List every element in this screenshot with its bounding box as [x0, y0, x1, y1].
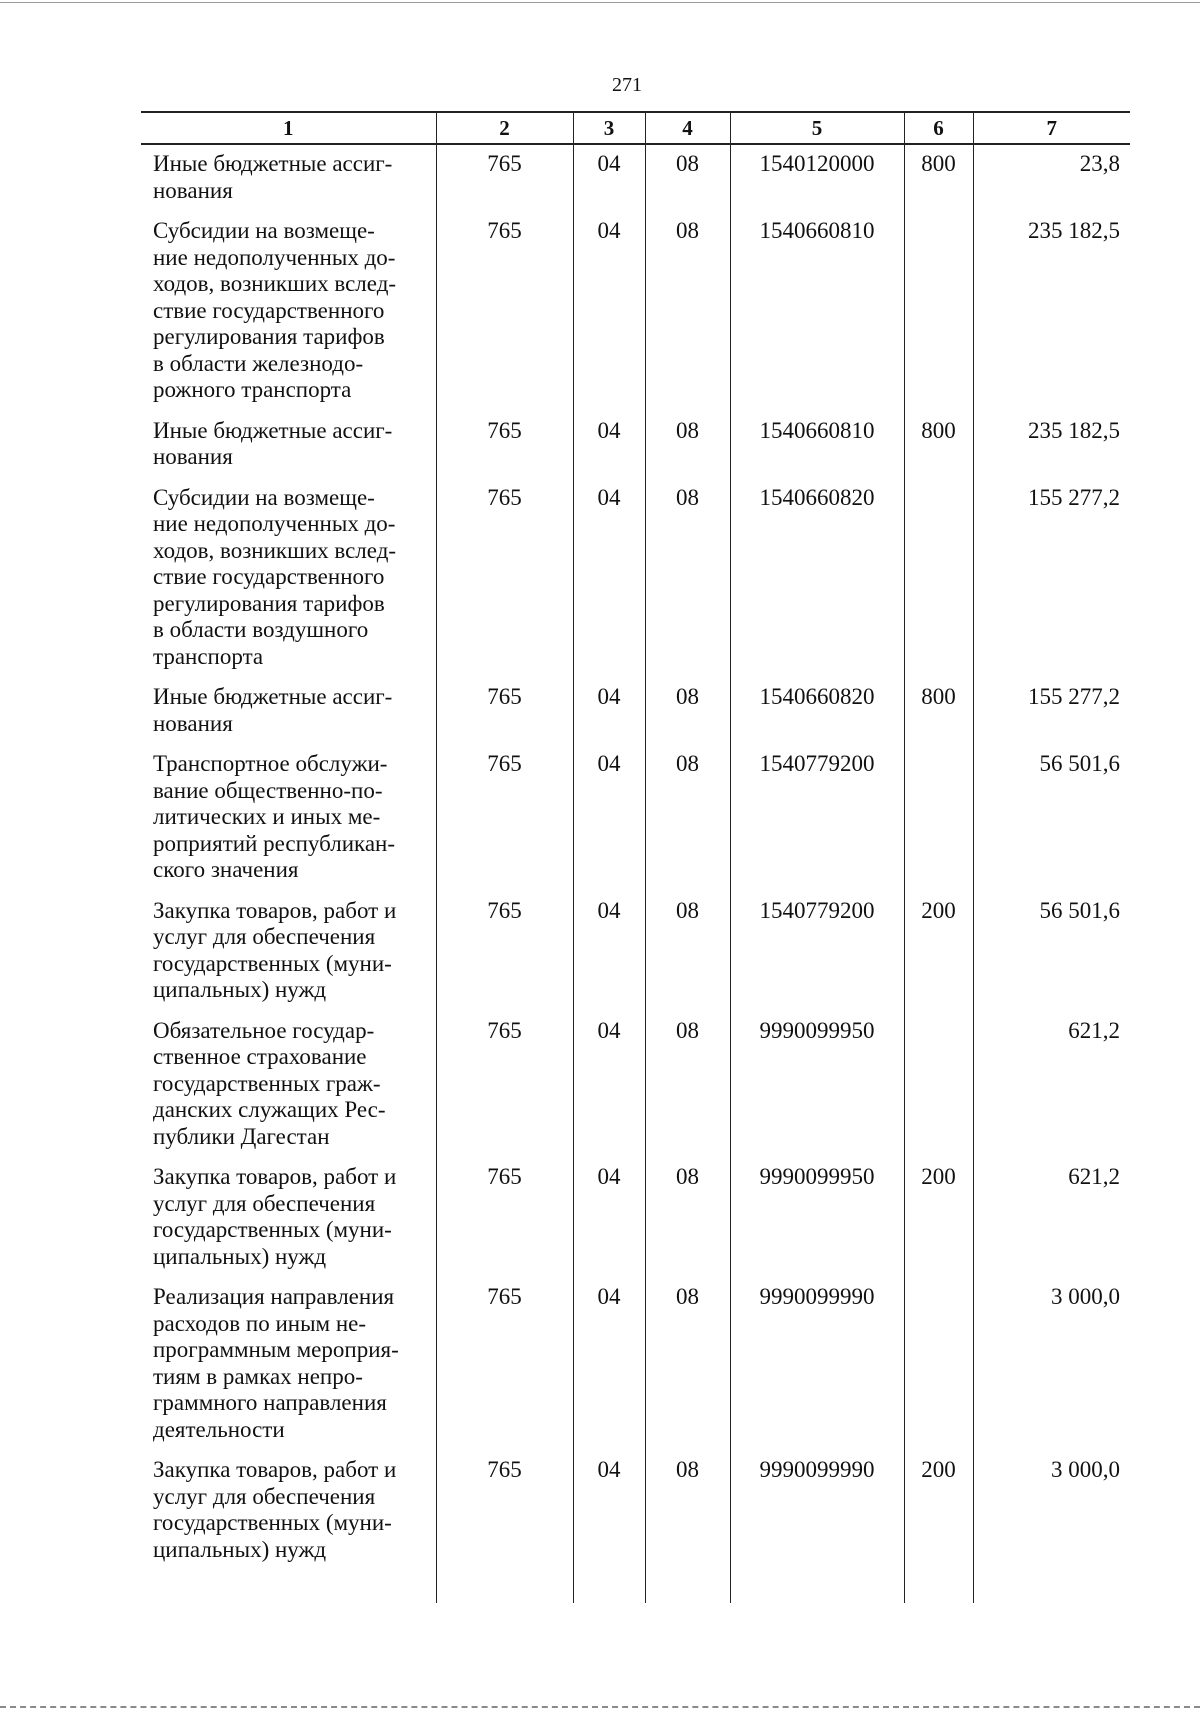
row-description: [141, 892, 436, 1012]
description-line: услуг для обеспечения: [153, 1190, 376, 1216]
description-line: тиям в рамках непро-: [153, 1363, 363, 1389]
description-line: Иные бюджетные ассиг-: [153, 684, 393, 709]
description-line: Реализация направления: [153, 1284, 395, 1309]
description-line: расходов по иным не-: [153, 1310, 366, 1336]
section-cell: 04: [573, 745, 645, 892]
amount-cell: 235 182,5: [973, 412, 1130, 479]
table-row: [141, 1451, 1130, 1603]
target-article-cell: 1540660810: [730, 412, 904, 479]
row-description: [141, 745, 436, 892]
description-line: ципальных) нужд: [153, 1536, 327, 1562]
table-row: [141, 412, 1130, 479]
amount-cell: 621,2: [973, 1012, 1130, 1159]
subsection-cell: 08: [645, 1451, 730, 1603]
header-col-1: 1: [141, 112, 436, 144]
description-line: ходов, возникших вслед-: [153, 271, 397, 296]
ministry-code-cell: 765: [436, 745, 573, 892]
target-article-cell: 1540120000: [730, 144, 904, 212]
description-line: услуг для обеспечения: [153, 924, 376, 949]
expense-type-cell: [904, 479, 973, 679]
ministry-code-cell: 765: [436, 678, 573, 745]
ministry-code-cell: 765: [436, 1278, 573, 1451]
amount-cell: 621,2: [973, 1158, 1130, 1278]
table-row: [141, 144, 1130, 212]
table-row: [141, 892, 1130, 1012]
row-description: [141, 1451, 436, 1603]
section-cell: 04: [573, 678, 645, 745]
row-description: [141, 1012, 436, 1159]
section-cell: 04: [573, 1451, 645, 1603]
page-bottom-edge: [0, 1706, 1200, 1708]
description-line: Закупка товаров, работ и: [153, 1164, 397, 1189]
header-col-4: 4: [645, 112, 730, 144]
row-description: [141, 144, 436, 212]
row-description: [141, 412, 436, 479]
description-line: транспорта: [153, 643, 264, 669]
description-line: Субсидии на возмеще-: [153, 218, 375, 243]
header-col-3: 3: [573, 112, 645, 144]
subsection-cell: 08: [645, 144, 730, 212]
description-line: в области железнодо-: [153, 350, 364, 376]
description-line: Обязательное государ-: [153, 1017, 375, 1043]
header-col-5: 5: [730, 112, 904, 144]
description-line: Закупка товаров, работ и: [153, 897, 397, 923]
amount-cell: 155 277,2: [973, 479, 1130, 679]
table-header: [141, 112, 1130, 144]
section-cell: 04: [573, 892, 645, 1012]
description-line: услуг для обеспечения: [153, 1483, 376, 1509]
description-line: в области воздушного: [153, 617, 369, 642]
section-cell: 04: [573, 412, 645, 479]
description-line: Иные бюджетные ассиг-: [153, 417, 393, 443]
expense-type-cell: 200: [904, 892, 973, 1012]
description-line: Иные бюджетные ассиг-: [153, 151, 393, 176]
row-description: [141, 1158, 436, 1278]
table-row: [141, 479, 1130, 679]
section-cell: 04: [573, 212, 645, 412]
amount-cell: 235 182,5: [973, 212, 1130, 412]
description-line: граммного направления: [153, 1390, 387, 1415]
description-line: деятельности: [153, 1416, 285, 1442]
expense-type-cell: 800: [904, 412, 973, 479]
description-line: Закупка товаров, работ и: [153, 1457, 397, 1482]
header-col-6: 6: [904, 112, 973, 144]
description-line: нования: [153, 177, 233, 203]
description-line: публики Дагестан: [153, 1123, 330, 1149]
section-cell: 04: [573, 1012, 645, 1159]
description-line: нования: [153, 444, 233, 469]
row-description: [141, 678, 436, 745]
description-line: программным мероприя-: [153, 1337, 399, 1362]
amount-cell: 155 277,2: [973, 678, 1130, 745]
description-line: ципальных) нужд: [153, 1243, 327, 1269]
description-line: данских служащих Рес-: [153, 1097, 386, 1122]
ministry-code-cell: 765: [436, 212, 573, 412]
description-line: государственных (муни-: [153, 950, 392, 976]
expense-type-cell: 800: [904, 144, 973, 212]
subsection-cell: 08: [645, 212, 730, 412]
table-header-row: [141, 112, 1130, 144]
description-line: регулирования тарифов: [153, 590, 385, 616]
description-line: государственных (муни-: [153, 1510, 392, 1535]
description-line: ствие государственного: [153, 564, 385, 589]
target-article-cell: 9990099990: [730, 1278, 904, 1451]
description-line: Транспортное обслужи-: [153, 751, 388, 776]
subsection-cell: 08: [645, 1158, 730, 1278]
description-line: ходов, возникших вслед-: [153, 537, 397, 563]
subsection-cell: 08: [645, 892, 730, 1012]
description-line: ципальных) нужд: [153, 977, 327, 1002]
expense-type-cell: [904, 1278, 973, 1451]
target-article-cell: 1540660820: [730, 479, 904, 679]
subsection-cell: 08: [645, 1278, 730, 1451]
target-article-cell: 1540779200: [730, 892, 904, 1012]
header-col-7: 7: [973, 112, 1130, 144]
expense-type-cell: 200: [904, 1158, 973, 1278]
ministry-code-cell: 765: [436, 1158, 573, 1278]
target-article-cell: 1540779200: [730, 745, 904, 892]
subsection-cell: 08: [645, 412, 730, 479]
amount-cell: 3 000,0: [973, 1451, 1130, 1603]
expense-type-cell: 200: [904, 1451, 973, 1603]
amount-cell: 56 501,6: [973, 892, 1130, 1012]
ministry-code-cell: 765: [436, 412, 573, 479]
table-row: [141, 745, 1130, 892]
expense-type-cell: [904, 745, 973, 892]
row-description: [141, 212, 436, 412]
description-line: литических и иных ме-: [153, 804, 381, 829]
table-row: [141, 678, 1130, 745]
amount-cell: 23,8: [973, 144, 1130, 212]
target-article-cell: 9990099990: [730, 1451, 904, 1603]
table-row: [141, 1158, 1130, 1278]
table-row: [141, 1278, 1130, 1451]
section-cell: 04: [573, 144, 645, 212]
section-cell: 04: [573, 1278, 645, 1451]
description-line: вание общественно-по-: [153, 777, 383, 803]
section-cell: 04: [573, 479, 645, 679]
expense-type-cell: [904, 1012, 973, 1159]
target-article-cell: 9990099950: [730, 1012, 904, 1159]
row-description: [141, 1278, 436, 1451]
budget-table: [141, 111, 1130, 1603]
target-article-cell: 9990099950: [730, 1158, 904, 1278]
description-line: ние недополученных до-: [153, 244, 396, 270]
expense-type-cell: [904, 212, 973, 412]
amount-cell: 3 000,0: [973, 1278, 1130, 1451]
ministry-code-cell: 765: [436, 479, 573, 679]
description-line: ственное страхование: [153, 1044, 367, 1069]
target-article-cell: 1540660820: [730, 678, 904, 745]
description-line: Субсидии на возмеще-: [153, 484, 375, 510]
section-cell: 04: [573, 1158, 645, 1278]
description-line: роприятий республикан-: [153, 830, 396, 856]
ministry-code-cell: 765: [436, 144, 573, 212]
page-top-edge: [0, 2, 1200, 3]
table-row: [141, 212, 1130, 412]
description-line: регулирования тарифов: [153, 324, 385, 349]
table-row: [141, 1012, 1130, 1159]
description-line: государственных (муни-: [153, 1217, 392, 1242]
description-line: государственных граж-: [153, 1070, 381, 1096]
table-body: [141, 144, 1130, 1603]
subsection-cell: 08: [645, 479, 730, 679]
header-col-2: 2: [436, 112, 573, 144]
description-line: ние недополученных до-: [153, 511, 396, 536]
ministry-code-cell: 765: [436, 1451, 573, 1603]
subsection-cell: 08: [645, 1012, 730, 1159]
description-line: рожного транспорта: [153, 377, 352, 402]
subsection-cell: 08: [645, 678, 730, 745]
row-description: [141, 479, 436, 679]
description-line: ского значения: [153, 857, 299, 882]
amount-cell: 56 501,6: [973, 745, 1130, 892]
target-article-cell: 1540660810: [730, 212, 904, 412]
subsection-cell: 08: [645, 745, 730, 892]
description-line: ствие государственного: [153, 297, 385, 323]
expense-type-cell: 800: [904, 678, 973, 745]
ministry-code-cell: 765: [436, 1012, 573, 1159]
page-number: 271: [612, 74, 642, 96]
description-line: нования: [153, 710, 233, 736]
ministry-code-cell: 765: [436, 892, 573, 1012]
